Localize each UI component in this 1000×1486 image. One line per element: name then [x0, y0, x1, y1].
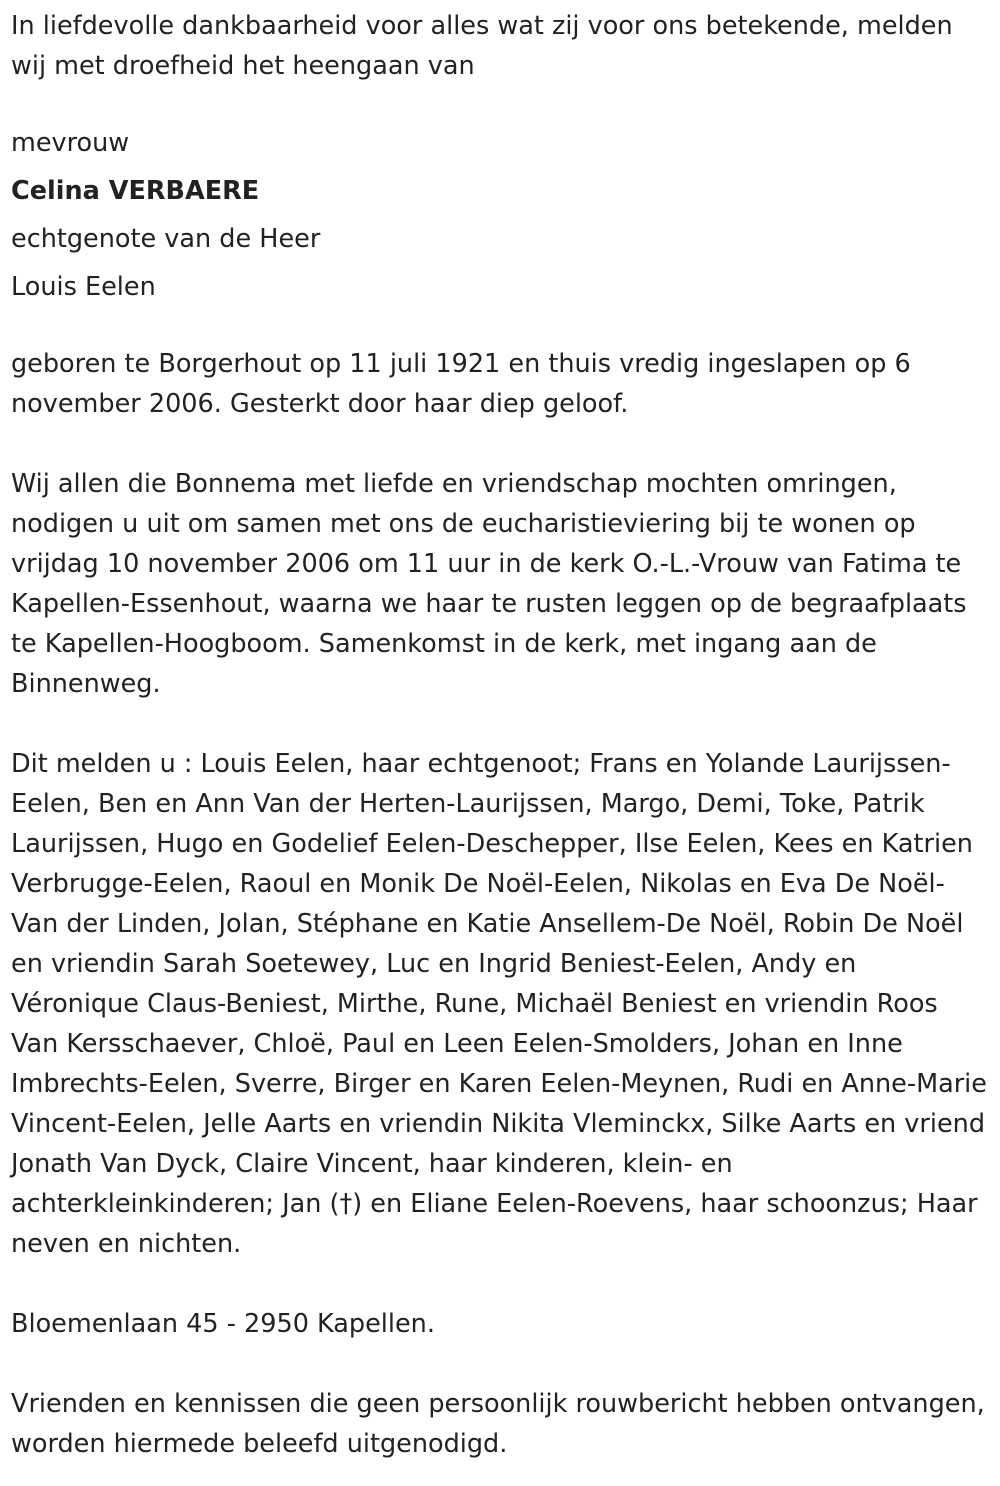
invitation-text: Wij allen die Bonnema met liefde en vriendschap mochten omringen, nodigen u uit om samen met ons de eucharistieviering bij te wonen op vrijdag 10 november 2006 om 11 uur in de kerk O.-L.-Vrouw van Fatima te Kapellen-Essenhout, waarna we haar te rusten leggen op de begraafplaats te Kapellen-Hoogboom. Samenkomst in de kerk, met ingang aan de Binnenweg.: [11, 469, 967, 699]
family-text: Dit melden u : Louis Eelen, haar echtgenoot; Frans en Yolande Laurijssen-Eelen, Ben en Ann Van der Herten-Laurijssen, Margo, Demi, Toke, Patrik Laurijssen, Hugo en Godelief Eelen-Deschepper, Ilse Eelen, Kees en Katrien Verbrugge-Eelen, Raoul en Monik De Noël-Eelen, Nikolas en Eva De Noël-Van der Linden, Jolan, Stéphane en Katie Ansellem-De Noël, Robin De Noël en vriendin Sarah Soetewey, Luc en Ingrid Beniest-Eelen, Andy en Véronique Claus-Beniest, Mirthe, Rune, Michaël Beniest en vriendin Roos Van Kersschaever, Chloë, Paul en Leen Eelen-Smolders, Johan en Inne Imbrechts-Eelen, Sverre, Birger en Karen Eelen-Meynen, Rudi en Anne-Marie Vincent-Eelen, Jelle Aarts en vriendin Nikita Vleminckx, Silke Aarts en vriend Jonath Van Dyck, Claire Vincent, haar kinderen, klein- en achterkleinkinderen; Jan (†) en Eliane Eelen-Roevens, haar schoonzus; Haar neven en nichten.: [11, 749, 987, 1259]
spacer: [11, 424, 990, 464]
spacer: [11, 1344, 990, 1384]
closing-text: Vrienden en kennissen die geen persoonlijk rouwbericht hebben ontvangen, worden hiermede beleefd uitgenodigd.: [11, 1389, 985, 1459]
intro-text: In liefdevolle dankbaarheid voor alles wat zij voor ons betekende, melden wij met droefheid het heengaan van: [11, 11, 953, 81]
spacer: [11, 86, 990, 119]
birth-death-text: geboren te Borgerhout op 11 juli 1921 en thuis vredig ingeslapen op 6 november 2006. Gesterkt door haar diep geloof.: [11, 349, 911, 419]
relation-text: echtgenote van de Heer: [11, 224, 321, 254]
spacer: [11, 311, 990, 344]
spacer: [11, 704, 990, 744]
address-text: Bloemenlaan 45 - 2950 Kapellen.: [11, 1309, 435, 1339]
spacer: [11, 1264, 990, 1304]
title-prefix: mevrouw: [11, 128, 130, 158]
deceased-name: Celina VERBAERE: [11, 176, 260, 206]
spouse-name: Louis Eelen: [11, 272, 156, 302]
